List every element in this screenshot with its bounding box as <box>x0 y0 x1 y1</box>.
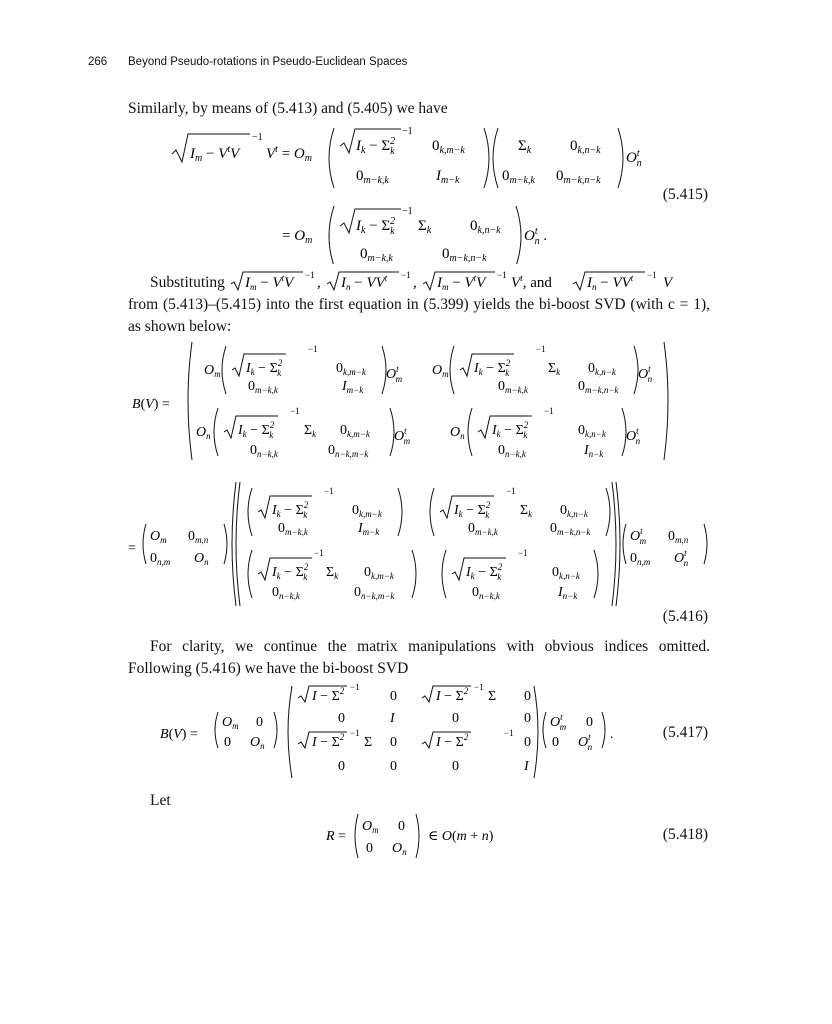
svg-text:I: I <box>390 711 395 726</box>
svg-text:0: 0 <box>452 759 459 774</box>
svg-text:0: 0 <box>338 711 345 726</box>
svg-text:−1: −1 <box>324 486 334 496</box>
svg-text:0: 0 <box>256 715 263 730</box>
equation-5-416-part-2 <box>128 480 718 615</box>
svg-text:Vt = Om: $V^t = O_m$ <box>266 144 312 164</box>
paragraph-2 <box>128 270 710 338</box>
svg-text:Om: $O_m$ <box>222 715 239 731</box>
svg-text:Ik − Σ2k: $I_k - \Sigma^2$ k <box>492 420 529 440</box>
svg-text:−1: −1 <box>350 684 360 692</box>
svg-text:0k,n−k: $0_{k,n-k}$ <box>560 503 588 519</box>
svg-text:Σk: $\Sigma_k$ <box>304 423 317 439</box>
svg-text:I: I <box>524 759 529 774</box>
paragraph-3: For clarity, we continue the matrix manipulations with obvious indices omitted. Following (5.416) we have the bi-boost SVD <box>128 638 710 677</box>
svg-text:Otn: $O^t$ n <box>626 426 641 446</box>
equation-5-416-part-1 <box>128 340 688 469</box>
svg-text:−1: −1 <box>506 486 516 496</box>
eq-415-line-2 <box>282 206 547 264</box>
svg-text:Ik − Σ2k: $I_k - \Sigma^2$ k <box>356 136 396 157</box>
svg-text:0m−k,k: $0_{m-k,k}$ <box>498 379 528 395</box>
svg-text:0m−k,n−k: $0_{m-k,n-k}$ <box>556 168 601 186</box>
svg-text:In−k: $I_{n-k}$ <box>584 443 604 459</box>
svg-text:B(V) =: B(V) = <box>160 727 198 742</box>
svg-text:0k,n−k: $0_{k,n-k}$ <box>470 218 501 236</box>
svg-text:I − Σ2: $I - \Sigma^2$ <box>436 686 469 704</box>
svg-text:0n−k,k: $0_{n-k,k}$ <box>272 585 300 601</box>
svg-text:−1: −1 <box>290 406 300 416</box>
svg-text:0: 0 <box>338 759 345 774</box>
eq-415-lhs <box>172 132 312 164</box>
svg-text:0: 0 <box>390 735 397 750</box>
svg-text:−1: −1 <box>474 684 484 692</box>
svg-text:0n,m: $0_{n,m}$ <box>630 551 651 567</box>
svg-text:0: 0 <box>524 711 531 726</box>
svg-text:Σk: $\Sigma_k$ <box>518 138 532 156</box>
svg-text:0k,n−k: $0_{k,n-k}$ <box>570 138 601 156</box>
svg-text:Σ: Σ <box>488 689 497 704</box>
svg-text:Om: $O_m$ <box>150 529 167 545</box>
svg-text:0n,m: $0_{n,m}$ <box>150 551 171 567</box>
svg-text:∈ O(m + n): ∈ O(m + n) <box>428 829 494 844</box>
svg-text:Σ: Σ <box>364 735 373 750</box>
svg-text:0k,n−k: $0_{k,n-k}$ <box>578 423 606 439</box>
paragraph-4: Let <box>150 792 171 809</box>
paragraph-1: Similarly, by means of (5.413) and (5.405) we have <box>128 100 448 117</box>
svg-text:Otn: $O^t$ n <box>578 732 593 752</box>
svg-text:Om: $O_m$ <box>204 363 221 379</box>
svg-text:On: $O_n$ <box>196 425 211 441</box>
svg-text:−1: −1 <box>504 728 514 738</box>
svg-text:Ik − Σ2k: $I_k - \Sigma^2$ k <box>272 500 309 520</box>
svg-text:0n−k,m−k: $0_{n-k,m-k}$ <box>328 443 369 459</box>
svg-text:Ik − Σ2k: $I_k - \Sigma^2$ k <box>356 216 396 237</box>
svg-text:0m−k,k: $0_{m-k,k}$ <box>360 246 393 264</box>
svg-text:Otn .: $O^t$ n . <box>524 226 548 247</box>
running-title: Beyond Pseudo-rotations in Pseudo-Euclidean Spaces <box>128 56 408 68</box>
svg-text:In − VVt: $I_n - VV^t$ <box>586 273 634 292</box>
paragraph-2-rest: from (5.413)–(5.415) into the first equation in (5.399) yields the bi-boost SVD (with c = 1), as shown below: <box>128 296 710 335</box>
svg-text:0k,n−k: $0_{k,n-k}$ <box>588 361 616 377</box>
svg-text:Im − VtV: $I_m - V^tV$ <box>244 273 294 292</box>
svg-text:R =: R = <box>326 829 346 844</box>
svg-text:Ik − Σ2k: $I_k - \Sigma^2$ k <box>272 562 309 582</box>
svg-text:Im − VtV: $I_m - V^tV$ <box>190 144 240 164</box>
svg-text:0n−k,k: $0_{n-k,k}$ <box>498 443 526 459</box>
equation-number-5-418: (5.418) <box>662 826 708 843</box>
svg-text:0m−k,k: $0_{m-k,k}$ <box>248 379 278 395</box>
svg-text:−1: −1 <box>402 206 413 217</box>
svg-text:−1: −1 <box>536 344 546 354</box>
svg-text:−1: −1 <box>304 270 315 280</box>
svg-text:0m−k,k: $0_{m-k,k}$ <box>468 521 498 537</box>
svg-text:−1: −1 <box>646 270 657 280</box>
svg-text:In−k: $I_{n-k}$ <box>558 585 578 601</box>
svg-text:On: $O_n$ <box>194 551 209 567</box>
svg-text:0k,n−k: $0_{k,n-k}$ <box>552 565 580 581</box>
svg-text:Om: $O_m$ <box>432 363 449 379</box>
svg-text:I − Σ2: $I - \Sigma^2$ <box>312 732 345 750</box>
svg-text:Im−k: $I_{m-k}$ <box>342 379 364 395</box>
svg-text:= Om: = $O_m$ <box>282 228 313 246</box>
svg-text:Otm: $O^t$ m <box>386 364 403 384</box>
svg-text:−1: −1 <box>252 132 263 143</box>
svg-text:0m,n: $0_{m,n}$ <box>668 529 689 545</box>
svg-text:Σk: $\Sigma_k$ <box>326 565 339 581</box>
svg-text:On: $O_n$ <box>250 735 265 751</box>
svg-text:0n−k,k: $0_{n-k,k}$ <box>250 443 278 459</box>
svg-text:Otn: $O^t$ n <box>674 548 689 568</box>
svg-text:−1: −1 <box>496 270 507 280</box>
svg-text:0m−k,k: $0_{m-k,k}$ <box>278 521 308 537</box>
svg-text:Vt, and: $V^t$, and <box>510 273 552 291</box>
svg-text:−1: −1 <box>402 126 413 137</box>
svg-text:Otm: $O^t$ m <box>394 426 411 446</box>
eq-416-lhs: B(V) = <box>132 397 170 412</box>
svg-text:0m−k,k: $0_{m-k,k}$ <box>502 168 535 186</box>
svg-text:,: , <box>412 275 417 291</box>
svg-text:Ik − Σ2k: $I_k - \Sigma^2$ k <box>454 500 491 520</box>
svg-text:,: , <box>316 275 321 291</box>
svg-text:Σk: $\Sigma_k$ <box>520 503 533 519</box>
page-number: 266 <box>88 56 108 68</box>
svg-text:0: 0 <box>452 711 459 726</box>
svg-text:In − VVt: $I_n - VV^t$ <box>340 273 388 292</box>
svg-text:−1: −1 <box>544 406 554 416</box>
svg-text:Otm: $O^t$ m <box>630 526 647 546</box>
svg-text:I − Σ2: $I - \Sigma^2$ <box>436 732 469 750</box>
paragraph-2-intro: Substituting <box>150 274 225 291</box>
svg-text:0k,m−k: $0_{k,m-k}$ <box>336 361 366 377</box>
eq-415-matrix-1 <box>329 126 489 188</box>
svg-text:Otm: $O^t$ m <box>550 712 567 732</box>
svg-text:Σk: $\Sigma_k$ <box>418 218 432 236</box>
svg-text:0m,n: $0_{m,n}$ <box>188 529 209 545</box>
svg-text:0: 0 <box>586 715 593 730</box>
svg-text:.: . <box>610 727 614 742</box>
svg-text:0k,m−k: $0_{k,m-k}$ <box>432 138 465 156</box>
svg-text:Ik − Σ2k: $I_k - \Sigma^2$ k <box>238 420 275 440</box>
svg-text:On: $O_n$ <box>450 425 465 441</box>
svg-text:=: = <box>128 541 136 556</box>
svg-text:I − Σ2: $I - \Sigma^2$ <box>312 686 345 704</box>
equation-number-5-416: (5.416) <box>662 608 708 625</box>
svg-text:0: 0 <box>390 759 397 774</box>
svg-text:0: 0 <box>552 735 559 750</box>
svg-text:Otn: $O^t$ n <box>638 364 653 384</box>
svg-text:Im − VtV: $I_m - V^tV$ <box>436 273 486 292</box>
svg-text:Im−k: $I_{m-k}$ <box>358 521 380 537</box>
inline-radicals <box>229 270 699 292</box>
svg-text:V: V <box>662 275 672 291</box>
svg-text:0m−k,n−k: $0_{m-k,n-k}$ <box>550 521 591 537</box>
svg-text:0k,m−k: $0_{k,m-k}$ <box>352 503 382 519</box>
svg-text:On: $O_n$ <box>392 841 407 857</box>
svg-text:0n−k,m−k: $0_{n-k,m-k}$ <box>354 585 395 601</box>
svg-text:−1: −1 <box>518 548 528 558</box>
svg-text:Ik − Σ2k: $I_k - \Sigma^2$ k <box>246 358 283 378</box>
svg-text:Om: $O_m$ <box>362 819 379 835</box>
svg-text:0k,m−k: $0_{k,m-k}$ <box>340 423 370 439</box>
svg-text:−1: −1 <box>350 728 360 738</box>
svg-text:0: 0 <box>398 819 405 834</box>
svg-text:0m−k,n−k: $0_{m-k,n-k}$ <box>578 379 619 395</box>
equation-5-418 <box>326 808 526 869</box>
svg-text:0: 0 <box>366 841 373 856</box>
svg-text:−1: −1 <box>314 548 324 558</box>
svg-text:0: 0 <box>390 689 397 704</box>
svg-text:0: 0 <box>524 735 531 750</box>
equation-number-5-417: (5.417) <box>662 724 708 741</box>
svg-text:0: 0 <box>524 689 531 704</box>
svg-text:Ik − Σ2k: $I_k - \Sigma^2$ k <box>474 358 511 378</box>
svg-text:0: 0 <box>224 735 231 750</box>
svg-text:0m−k,k: $0_{m-k,k}$ <box>356 168 389 186</box>
svg-text:Im−k: $I_{m-k}$ <box>436 168 460 186</box>
equation-5-417 <box>160 684 620 789</box>
svg-text:0m−k,n−k: $0_{m-k,n-k}$ <box>442 246 487 264</box>
equation-5-415 <box>170 124 730 269</box>
svg-text:Otn: $O^t$ n <box>626 148 642 169</box>
svg-text:Σk: $\Sigma_k$ <box>548 361 561 377</box>
svg-text:0k,m−k: $0_{k,m-k}$ <box>364 565 394 581</box>
svg-text:Ik − Σ2k: $I_k - \Sigma^2$ k <box>466 562 503 582</box>
equation-number-5-415: (5.415) <box>662 186 708 203</box>
svg-text:−1: −1 <box>400 270 411 280</box>
svg-text:−1: −1 <box>308 344 318 354</box>
svg-text:0n−k,k: $0_{n-k,k}$ <box>472 585 500 601</box>
eq-415-matrix-2 <box>493 128 642 188</box>
